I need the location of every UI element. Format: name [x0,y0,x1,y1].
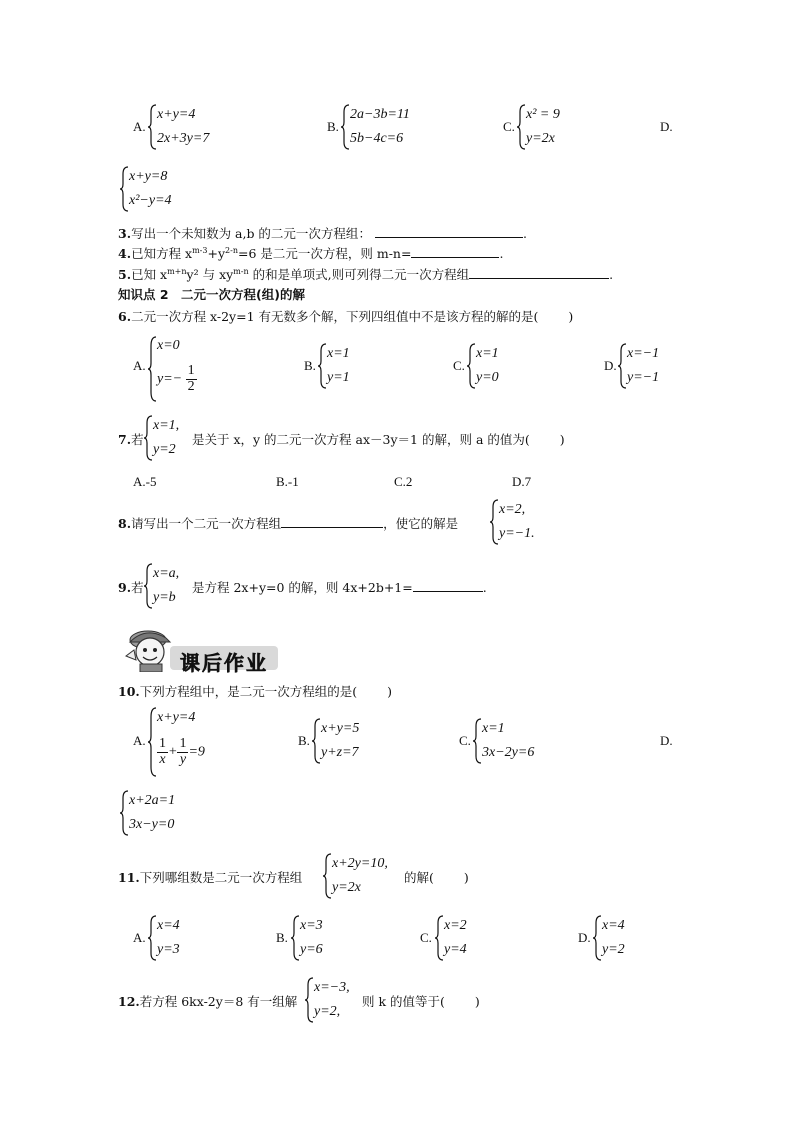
question-number: 8. [118,516,132,531]
question-text: 已知 x [131,267,168,282]
question-text: 的解( [404,870,434,885]
equation-part: =9 [188,744,205,760]
question-number: 4. [118,246,132,261]
brace-icon [291,915,300,961]
brace-icon [490,499,499,545]
equation: $\frac{1}{x}$ + $\frac{1}{y}$ =9 [159,736,205,767]
brace-icon [517,104,526,150]
answer-blank[interactable] [413,579,483,592]
q11-option-c-label: C. [420,930,432,945]
question-text: 的和是单项式,则可列得二元一次方程组 [248,267,470,282]
paren-close: ) [387,684,393,699]
equation: x=2 [444,918,467,933]
q2-option-c-system [517,104,597,150]
exponent: m-3 [192,245,208,255]
equation: y=2 [153,442,176,457]
question-5 [118,265,613,283]
question-11-tail [404,868,469,886]
exponent: 2-n [225,245,238,255]
equation: x=a, [153,566,180,581]
q2-option-b-system [341,104,441,150]
equation: x+2a=1 [129,793,176,808]
equation: 3x−y=0 [129,817,175,832]
brace-icon [120,790,129,836]
equation: y=0 [476,370,499,385]
q11-option-d-label: D. [578,930,591,945]
paren-close: ) [559,432,565,447]
q2-option-c-label: C. [503,119,515,134]
equation: x²−y=4 [129,193,172,208]
equation: y=2 [602,942,625,957]
q10-option-b-label: B. [298,733,310,748]
equation: y=3 [157,942,180,957]
equation: x=1 [327,346,350,361]
question-number: 9. [118,580,132,595]
equation: x=−3, [314,980,350,995]
equation: x=3 [300,918,323,933]
brace-icon [467,343,476,389]
question-12-tail [362,992,480,1010]
brace-icon [341,104,350,150]
equation: y=−1 [627,370,660,385]
q2-option-d-system [120,166,210,212]
q11-option-a-system[interactable] [148,915,208,961]
equation: y=4 [444,942,467,957]
question-text: ，使它的解是 [383,516,459,531]
q7-option-a[interactable]: A.-5 [133,474,157,489]
question-text: 写出一个未知数为 a,b 的二元一次方程组： [131,226,371,241]
equation: x=0 [157,338,180,353]
q6-option-b-label: B. [304,358,316,373]
equation: x+2y=10, [332,856,388,871]
q10-option-c-label: C. [459,733,471,748]
punctuation: . [609,267,614,282]
q7-option-c[interactable]: C.2 [394,474,413,489]
paren-close: ) [463,870,469,885]
brace-icon [148,104,157,150]
question-text: 请写出一个二元一次方程组 [131,516,282,531]
question-number: 3. [118,226,132,241]
q2-option-b-label: B. [327,119,339,134]
brace-icon [593,915,602,961]
q11-option-b-label: B. [276,930,288,945]
paren-close: ) [474,994,480,1009]
question-9-text [192,578,487,596]
answer-blank[interactable] [375,225,523,238]
q2-option-d-label: D. [660,119,673,134]
equation: x+y=5 [321,721,360,736]
question-3 [118,224,527,242]
question-4 [118,244,503,262]
answer-blank[interactable] [281,515,383,528]
fraction [177,737,188,767]
question-text: 已知方程 x [131,246,193,261]
question-number: 7. [118,432,132,447]
q6-option-b-system[interactable] [318,343,378,389]
q6-option-d-system[interactable] [618,343,688,389]
q10-option-a-system[interactable] [148,707,238,777]
q11-option-c-system[interactable] [435,915,495,961]
equation: y=2, [314,1004,341,1019]
equation: x=4 [602,918,625,933]
exponent: m+n [167,266,187,276]
equation-part: y=− [157,371,183,387]
question-9-number [118,578,144,596]
section-heading: 知识点 2 二元一次方程(组)的解 [118,287,305,302]
fraction [186,364,197,394]
fraction-denominator: y [179,751,187,767]
q6-option-a-system[interactable] [148,336,228,402]
equation: y=−1. [499,526,535,541]
brace-icon [148,915,157,961]
equation: 5b−4c=6 [350,131,404,146]
q10-option-d-system[interactable] [120,790,210,836]
equation: x² = 9 [526,107,560,122]
fraction-numerator: 1 [179,736,187,751]
brace-icon [120,166,129,212]
answer-blank[interactable] [469,266,609,279]
equation: x=1 [476,346,499,361]
brace-icon [473,718,482,764]
q2-option-a-label: A. [133,119,146,134]
equation: x=1 [482,721,505,736]
question-6 [118,307,573,325]
equation: x=−1 [627,346,660,361]
equation: x+y=8 [129,169,168,184]
q11-option-b-system[interactable] [291,915,351,961]
q10-option-a-label: A. [133,733,146,748]
q9-system [144,563,194,609]
question-8 [118,514,458,532]
punctuation: . [482,580,487,595]
equation: y=b [153,590,176,605]
brace-icon [144,415,153,461]
equation: y=2x [526,131,555,146]
brace-icon [144,563,153,609]
q10-option-b-system[interactable] [312,718,392,764]
homework-banner [120,620,280,675]
question-text: 二元一次方程 x-2y=1 有无数多个解，下列四组值中不是该方程的解的是( [131,309,539,324]
question-text: 下列哪组数是二元一次方程组 [139,870,303,885]
homework-title: 课后作业 [180,651,268,675]
equation: 2x+3y=7 [157,131,210,146]
question-text: 下列方程组中，是二元一次方程组的是( [139,684,358,699]
question-number: 6. [118,309,132,324]
equation: y+z=7 [321,745,359,760]
exponent: m-n [233,266,249,276]
fraction-denominator: 2 [187,378,195,394]
answer-blank[interactable] [411,245,499,258]
q8-system [490,499,560,545]
equation: x=1, [153,418,180,433]
q11-system [323,853,403,899]
equation: 3x−2y=6 [482,745,535,760]
paren-close: ) [568,309,574,324]
q2-option-a-system [148,104,248,150]
q11-option-d-system[interactable] [593,915,653,961]
q6-option-c-label: C. [453,358,465,373]
punctuation: . [522,226,527,241]
brace-icon [435,915,444,961]
q6-option-a-label: A. [133,358,146,373]
equation: 2a−3b=11 [350,107,410,122]
q6-option-c-system[interactable] [467,343,527,389]
equation: x=4 [157,918,180,933]
question-12-text [118,992,297,1010]
q10-option-d-label: D. [660,733,673,748]
brace-icon [323,853,332,899]
brace-icon [148,336,157,402]
equation: y=2x [332,880,361,895]
question-text: y² 与 xy [186,267,234,282]
question-number: 10. [118,684,140,699]
question-text: 是方程 2x+y=0 的解，则 4x+2b+1= [192,580,413,595]
fraction [157,737,168,767]
question-text: =6 是二元一次方程，则 m-n= [237,246,412,261]
question-7-number [118,430,144,448]
brace-icon [318,343,327,389]
question-number: 11. [118,870,140,885]
q6-option-d-label: D. [604,358,617,373]
equation: x+y=4 [157,107,196,122]
question-text: 若 [131,432,144,447]
question-text: +y [207,246,226,261]
question-10 [118,682,392,700]
q7-system [144,415,194,461]
equation [157,364,197,394]
punctuation: . [499,246,504,261]
brace-icon [305,977,314,1023]
question-text: 是关于 x，y 的二元一次方程 ax－3y＝1 的解，则 a 的值为( [192,432,530,447]
fraction-denominator: x [159,751,166,767]
question-number: 5. [118,267,132,282]
brace-icon [618,343,627,389]
question-11-text [118,868,302,886]
question-7-text [192,430,565,448]
question-text: 若方程 6kx-2y＝8 有一组解 [139,994,298,1009]
q10-option-c-system[interactable] [473,718,563,764]
q7-option-d[interactable]: D.7 [512,474,532,489]
fraction-numerator: 1 [187,363,195,378]
question-text: 则 k 的值等于( [362,994,445,1009]
q11-option-a-label: A. [133,930,146,945]
equation: x+y=4 [157,710,196,725]
equation: y=1 [327,370,350,385]
brace-icon [312,718,321,764]
question-text: 若 [131,580,144,595]
q12-system [305,977,365,1023]
equation: y=6 [300,942,323,957]
equation: x=2, [499,502,526,517]
q7-option-b[interactable]: B.-1 [276,474,299,489]
fraction-numerator: 1 [159,736,166,751]
brace-icon [148,707,157,777]
question-number: 12. [118,994,140,1009]
